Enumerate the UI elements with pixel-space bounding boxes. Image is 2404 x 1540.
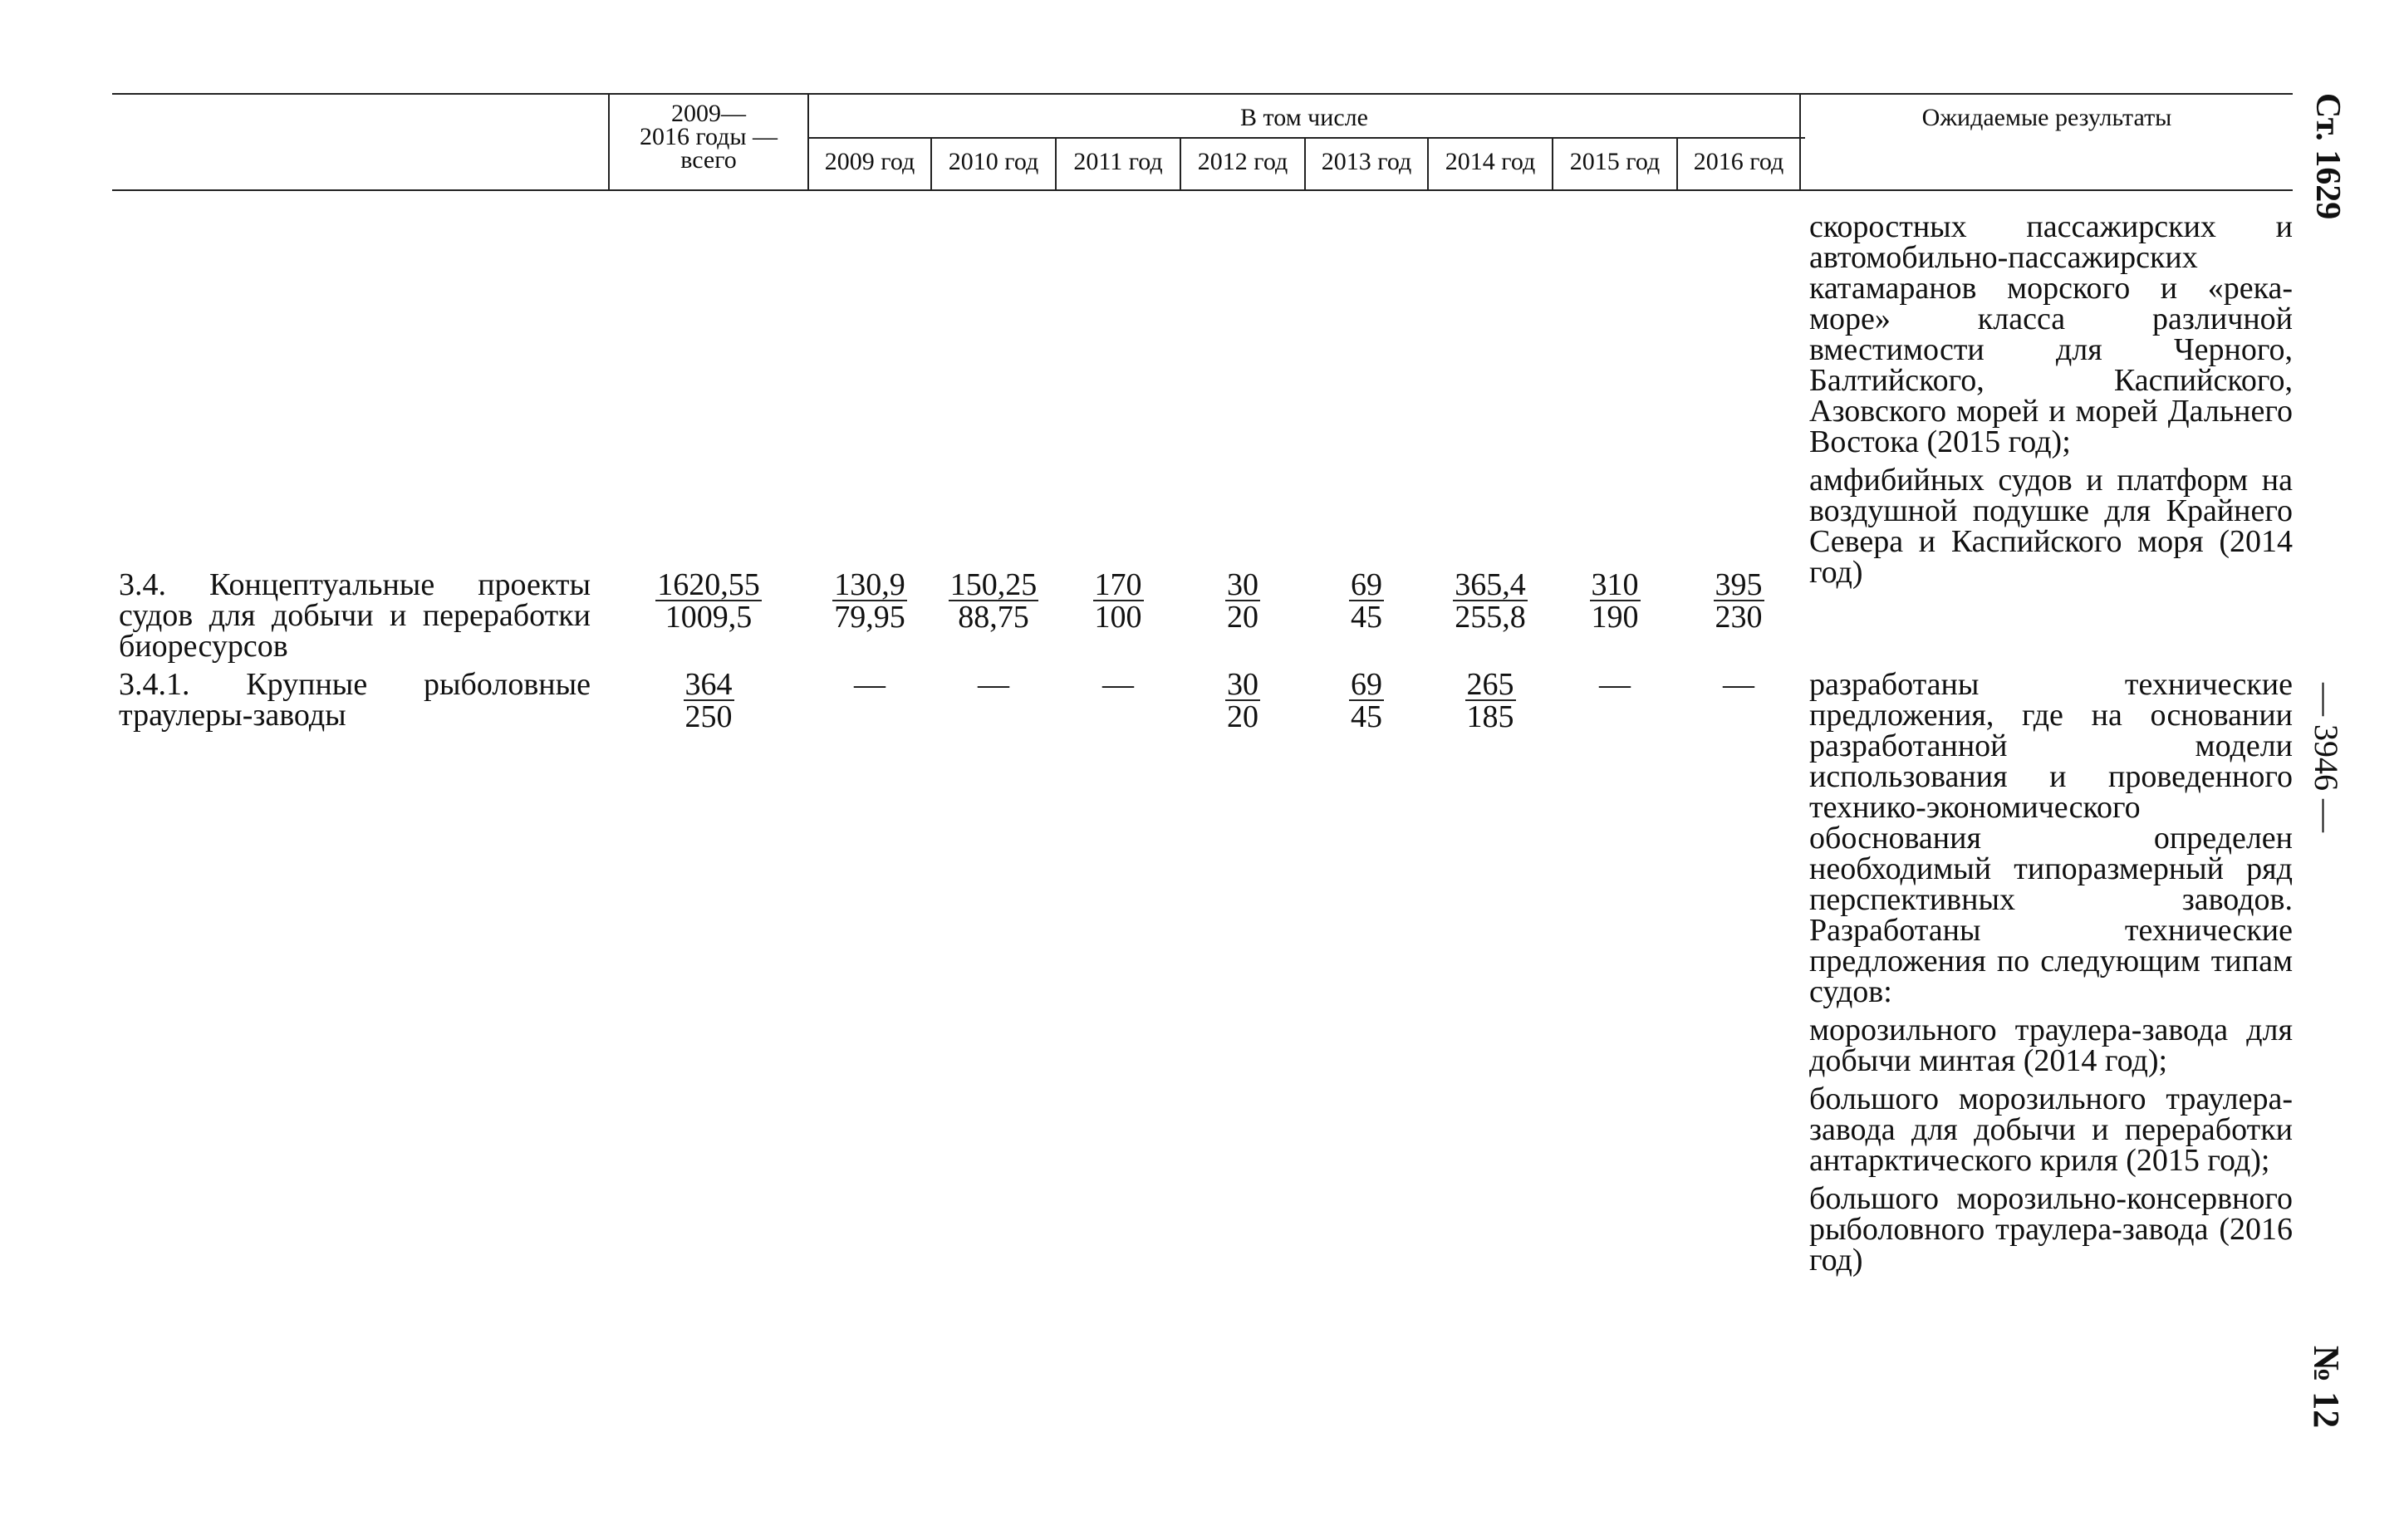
page-number: — 3946 — — [2308, 683, 2345, 832]
fraction: $\frac{364}{250}$ — [684, 667, 733, 734]
result-item: разработаны технические предложения, где на основании разработанной модели использования и проведенного технико-экономического обоснования определен необходимый типоразмерный ряд перспективных заводов. Разработаны технические предложения по следующим типам судов: — [1809, 667, 2293, 1009]
fraction: $\frac{130,9}{79,95}$ — [834, 567, 905, 635]
header-total-col: 2009— 2016 годы — всего — [639, 100, 778, 174]
year-cell-3-4-2010 — [932, 567, 1055, 635]
year-cell-3-4-2016 — [1678, 567, 1799, 635]
result-item: морозильного траулера-завода для добычи минтая (2014 год); — [1809, 1013, 2293, 1078]
result-item: амфибийных судов и платформ на воздушной подушке для Крайнего Севера и Каспийского моря (2014 год) — [1809, 463, 2293, 590]
year-cell-3-4-1-2010: — — [978, 667, 1009, 702]
year-cell-3-4-2011 — [1057, 567, 1180, 635]
fraction: $\frac{150,25}{88,75}$ — [949, 567, 1038, 635]
result-item: большого морозильно-консервного рыболовного траулера-завода (2016 год) — [1809, 1181, 2293, 1278]
year-subheader-rule — [808, 137, 1805, 139]
fraction: $\frac{69}{45}$ — [1351, 567, 1382, 635]
year-cell-3-4-2012 — [1181, 567, 1304, 635]
year-cell-3-4-1-2016: — — [1723, 667, 1754, 702]
fraction: $\frac{30}{20}$ — [1227, 667, 1258, 734]
total-cell-3-4 — [610, 567, 807, 635]
fraction: $\frac{265}{185}$ — [1466, 667, 1514, 734]
header-year-2009: 2009 год — [824, 148, 915, 175]
header-year-2014: 2014 год — [1445, 148, 1536, 175]
header-year-2010: 2010 год — [948, 148, 1039, 175]
row-label-3-4: 3.4. Концептуальные проекты судов для добычи и переработки биоресурсов — [119, 567, 591, 664]
results-3-4-1 — [1809, 669, 2293, 1283]
year-cell-3-4-1-2013 — [1306, 669, 1427, 733]
header-year-2013: 2013 год — [1321, 148, 1412, 175]
total-cell-3-4-1 — [610, 669, 807, 733]
year-cell-3-4-1-2009: — — [854, 667, 886, 702]
result-item: большого морозильного траулера-завода для добычи и переработки антарктического криля (2015 год); — [1809, 1081, 2293, 1178]
fraction: $\frac{310}{190}$ — [1591, 567, 1639, 635]
fraction: $\frac{395}{230}$ — [1715, 567, 1763, 635]
article-number: Ст. 1629 — [2308, 93, 2347, 220]
year-cell-3-4-2015 — [1553, 567, 1676, 635]
year-cell-3-4-2013 — [1306, 567, 1427, 635]
fraction: $\frac{365,4}{255,8}$ — [1455, 567, 1526, 635]
header-year-2011: 2011 год — [1073, 148, 1163, 175]
fraction: $\frac{69}{45}$ — [1351, 667, 1382, 734]
header-results-col: Ожидаемые результаты — [1921, 104, 2172, 131]
fraction: $\frac{1620,55}{1009,5}$ — [657, 567, 760, 635]
fraction: $\frac{30}{20}$ — [1227, 567, 1258, 635]
result-item: скоростных пассажирских и автомобильно-пассажирских катамаранов морского и «река-море» класса различной вместимости для Черного, Балтийского, Каспийского, Азовского морей и морей Дальнего Востока (2015 год); — [1809, 209, 2293, 459]
year-cell-3-4-1-2015: — — [1599, 667, 1631, 702]
issue-number: № 12 — [2306, 1346, 2347, 1429]
row-label-3-4-1: 3.4.1. Крупные рыболовные траулеры-заводы — [119, 667, 591, 733]
table-header-bottom-rule — [112, 189, 2293, 191]
header-group-label: В том числе — [1240, 104, 1368, 131]
year-cell-3-4-2009 — [809, 567, 930, 635]
header-year-2012: 2012 год — [1197, 148, 1288, 175]
continued-results — [1809, 209, 2293, 596]
header-year-2016: 2016 год — [1693, 148, 1784, 175]
year-cell-3-4-2014 — [1429, 567, 1552, 635]
year-cell-3-4-1-2012 — [1181, 669, 1304, 733]
fraction: $\frac{170}{100}$ — [1094, 567, 1142, 635]
year-cell-3-4-1-2011: — — [1102, 667, 1134, 702]
header-year-2015: 2015 год — [1569, 148, 1661, 175]
table-top-rule — [112, 93, 2293, 95]
year-cell-3-4-1-2014 — [1429, 669, 1552, 733]
